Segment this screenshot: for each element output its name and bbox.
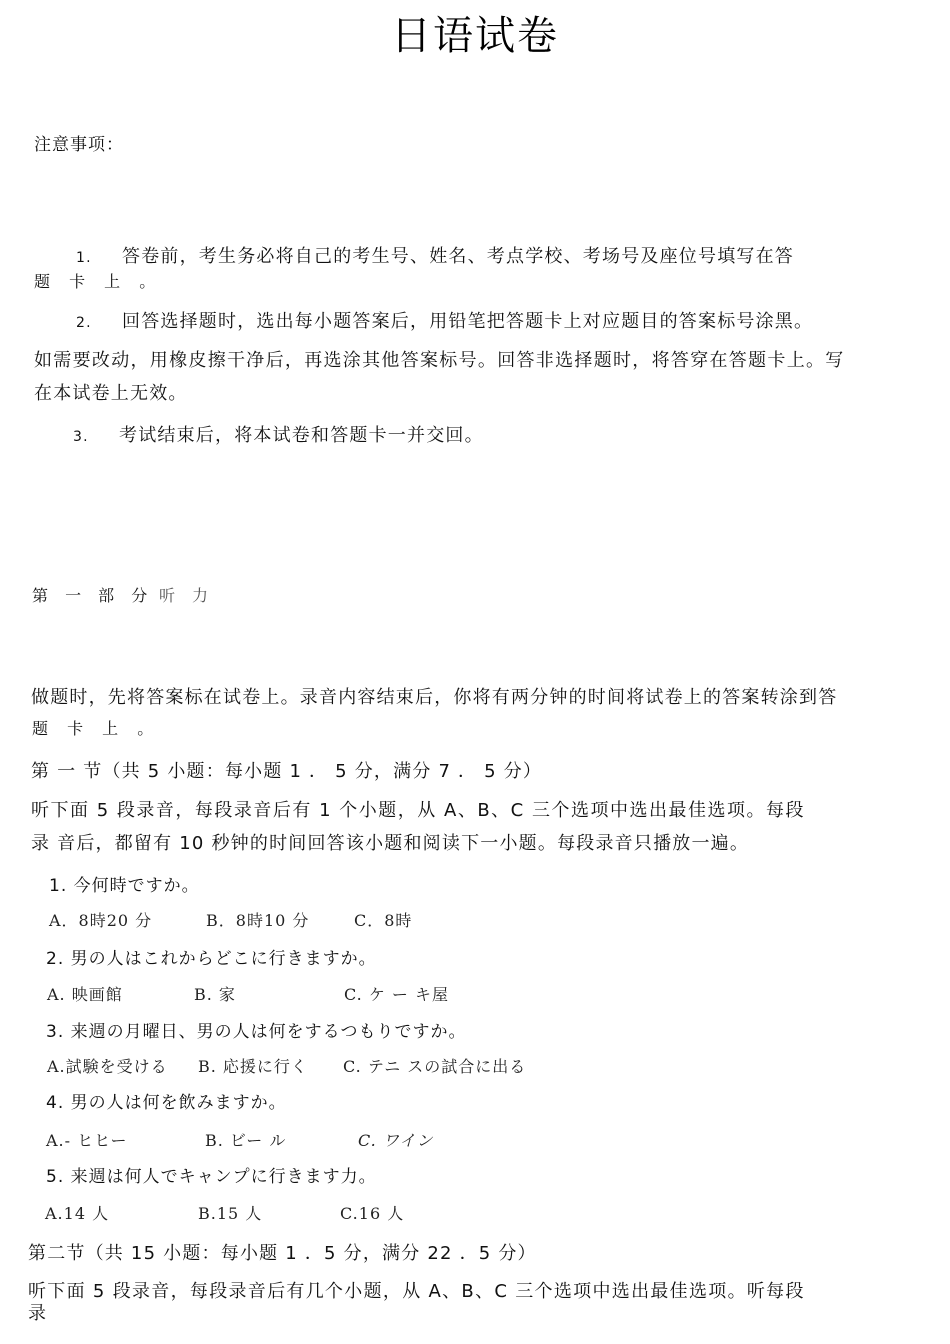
section2-description-2: 录 [28,1303,48,1324]
question-5: 5. 来週は何人でキャンプに行きます力。 [46,1167,377,1187]
notice-2-continuation-2: 在本试卷上无效。 [34,383,188,404]
part1-heading-subject: 听 力 [158,586,215,605]
section1-description-2: 录 音后，都留有 10 秒钟的时间回答该小题和阅读下一小题。每段录音只播放一遍。 [31,833,750,854]
notice-3 [73,421,484,447]
question-2: 2. 男の人はこれからどこに行きますか。 [46,949,377,969]
notice-text: 答卷前，考生务必将自己的考生号、姓名、考点学校、考场号及座位号填写在答 [122,246,794,267]
question-3-option-b: B. 応援に行く [198,1057,308,1076]
question-3: 3. 来週の月曜日、男の人は何をするつもりですか。 [46,1022,467,1042]
question-5-option-b: B.15 人 [198,1204,263,1223]
section1-description-1: 听下面 5 段录音，每段录音后有 1 个小题，从 A、B、C 三个选项中选出最佳选项。每段 [31,800,805,821]
question-1: 1. 今何時ですか。 [49,876,200,896]
question-3-option-c: C. テニ スの試合に出る [343,1057,527,1076]
question-1-option-b: B．8時10 分 [206,911,310,930]
part1-heading [32,583,214,606]
question-4-option-c: C. ワイン [358,1131,434,1150]
section2-heading: 第二节（共 15 小题：每小题 1 ．5 分，满分 22 ．5 分） [28,1243,537,1264]
notice-number: 2. [76,315,92,331]
notice-1-continuation: 题 卡 上 。 [34,272,163,291]
section1-heading: 第 一 节（共 5 小题：每小题 1 ． 5 分，满分 7 ． 5 分） [31,761,543,782]
question-2-option-c: C. ケ ー キ屋 [344,985,450,1004]
section2-description-1: 听下面 5 段录音，每段录音后有几个小题，从 A、B、C 三个选项中选出最佳选项。听每段 [28,1281,805,1302]
notice-1 [76,242,794,268]
question-4: 4. 男の人は何を飲みますか。 [46,1093,287,1113]
notice-2-continuation-1: 如需要改动，用橡皮擦干净后，再选涂其他答案标号。回答非选择题时，将答穿在答题卡上。写 [34,350,845,371]
notice-number: 3. [73,429,89,445]
part1-heading-label: 第 一 部 分 [32,586,154,605]
question-2-option-b: B. 家 [194,985,236,1004]
part1-instruction-1: 做题时，先将答案标在试卷上。录音内容结束后，你将有两分钟的时间将试卷上的答案转涂到答 [31,687,838,708]
page-title: 日语试卷 [391,13,559,59]
question-1-option-a: A．8時20 分 [49,911,153,930]
notice-text: 考试结束后，将本试卷和答题卡一并交回。 [119,425,484,446]
question-3-option-a: A.試験を受ける [47,1057,168,1076]
question-1-option-c: C．8時 [354,911,413,930]
question-5-option-c: C.16 人 [340,1204,405,1223]
notice-2 [76,307,813,333]
notice-number: 1. [76,250,92,266]
question-4-option-b: B. ビー ル [205,1131,287,1150]
notice-heading: 注意事项： [34,135,124,155]
question-2-option-a: A. 映画館 [47,985,123,1004]
question-4-option-a: A.- ヒヒー [46,1131,128,1150]
part1-instruction-2: 题 卡 上 。 [32,719,161,738]
question-5-option-a: A.14 人 [45,1204,110,1223]
notice-text: 回答选择题时，选出每小题答案后，用铅笔把答题卡上对应题目的答案标号涂黑。 [122,311,814,332]
